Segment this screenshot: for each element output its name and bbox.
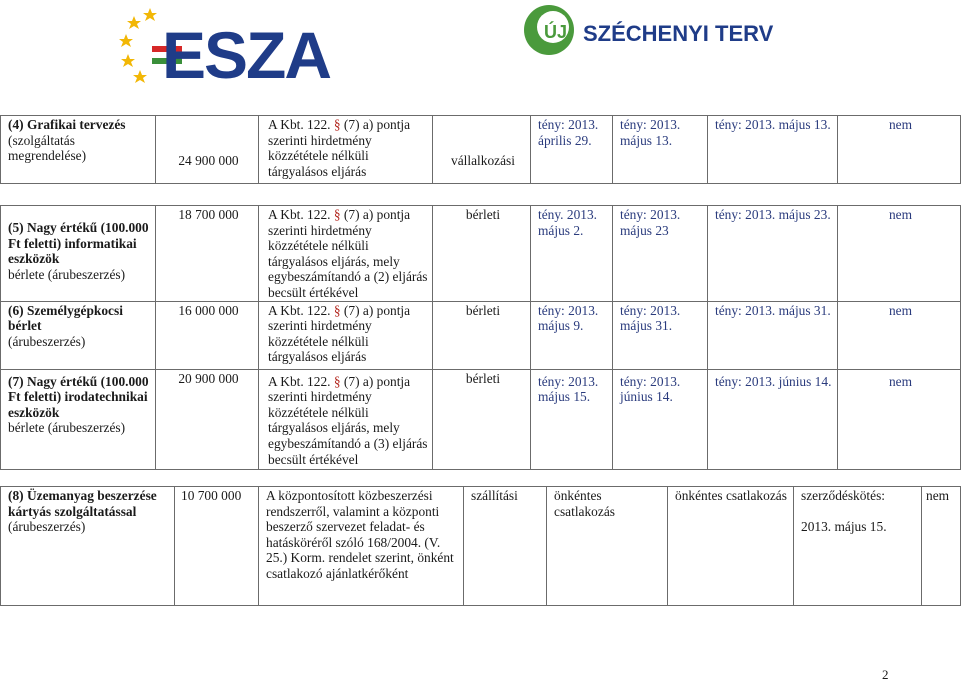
contract-type-cell: bérleti — [433, 369, 531, 469]
flag-cell: nem — [922, 487, 961, 606]
item-name-cell: (4) Grafikai tervezés (szolgáltatás megrendelése) — [1, 116, 156, 184]
table-row — [1, 369, 961, 469]
esza-logo — [118, 2, 331, 92]
procurement-table-block-1 — [0, 115, 961, 184]
szechenyi-terv-logo — [520, 0, 790, 60]
table-row — [1, 487, 961, 606]
date-cell-1: tény: 2013. május 15. — [531, 369, 613, 469]
contract-type-cell: bérleti — [433, 206, 531, 302]
participation-cell-1: önkéntes csatlakozás — [547, 487, 668, 606]
date-cell-1: tény. 2013. május 2. — [531, 206, 613, 302]
contract-type-cell: szállítási — [464, 487, 547, 606]
amount-cell: 20 900 000 — [156, 369, 259, 469]
participation-cell-2: önkéntes csatlakozás — [668, 487, 794, 606]
item-name-cell: (6) Személygépkocsi bérlet (árubeszerzés) — [1, 301, 156, 369]
uj-badge-text: ÚJ — [544, 22, 568, 42]
date-cell-1: tény: 2013. május 9. — [531, 301, 613, 369]
page-number: 2 — [882, 667, 889, 682]
amount-cell: 10 700 000 — [175, 487, 259, 606]
item-name-cell: (5) Nagy értékű (100.000 Ft feletti) informatikai eszközök bérlete (árubeszerzés) — [1, 206, 156, 302]
date-cell-3: tény: 2013. május 23. — [708, 206, 838, 302]
procedure-cell: A központosított közbeszerzési rendszerről, valamint a központi beszerző szervezet feladat- és hatásköréről szóló 168/2004. (V. 25.) Korm. rendelet szerint, önként csatlakozó ajánlatkérőként — [259, 487, 464, 606]
page-header — [0, 0, 960, 100]
procedure-cell: A Kbt. 122. § (7) a) pontja szerinti hirdetmény közzététele nélküli tárgyalásos eljárás — [259, 301, 433, 369]
procurement-table-block-3 — [0, 486, 961, 606]
contract-type-cell: vállalkozási — [433, 116, 531, 184]
date-cell-2: tény: 2013. május 31. — [613, 301, 708, 369]
esza-logo-text: ESZA — [162, 18, 331, 92]
flag-cell: nem — [838, 301, 961, 369]
table-row — [1, 116, 961, 184]
table-row — [1, 301, 961, 369]
amount-cell: 24 900 000 — [156, 116, 259, 184]
date-cell-2: tény: 2013. május 13. — [613, 116, 708, 184]
date-cell-3: tény: 2013. május 31. — [708, 301, 838, 369]
amount-cell: 18 700 000 — [156, 206, 259, 302]
date-cell-3: tény: 2013. június 14. — [708, 369, 838, 469]
procedure-cell: A Kbt. 122. § (7) a) pontja szerinti hirdetmény közzététele nélküli tárgyalásos eljárás, mely egybeszámítandó a (2) eljárás becsült értékével — [259, 206, 433, 302]
procedure-cell: A Kbt. 122. § (7) a) pontja szerinti hirdetmény közzététele nélküli tárgyalásos eljárás — [259, 116, 433, 184]
table-row — [1, 206, 961, 302]
item-name-cell: (8) Üzemanyag beszerzése kártyás szolgáltatással (árubeszerzés) — [1, 487, 175, 606]
date-cell-2: tény: 2013. június 14. — [613, 369, 708, 469]
contract-type-cell: bérleti — [433, 301, 531, 369]
date-cell-1: tény: 2013. április 29. — [531, 116, 613, 184]
flag-cell: nem — [838, 206, 961, 302]
procurement-table-block-2 — [0, 205, 961, 470]
date-cell-2: tény: 2013. május 23 — [613, 206, 708, 302]
date-cell-3: tény: 2013. május 13. — [708, 116, 838, 184]
item-name-cell: (7) Nagy értékű (100.000 Ft feletti) irodatechnikai eszközök bérlete (árubeszerzés) — [1, 369, 156, 469]
flag-cell: nem — [838, 116, 961, 184]
szechenyi-terv-text: SZÉCHENYI TERV — [583, 21, 774, 46]
amount-cell: 16 000 000 — [156, 301, 259, 369]
contract-date-cell: szerződéskötés: 2013. május 15. — [794, 487, 922, 606]
flag-cell: nem — [838, 369, 961, 469]
procedure-cell: A Kbt. 122. § (7) a) pontja szerinti hirdetmény közzététele nélküli tárgyalásos eljárás, mely egybeszámítandó a (3) eljárás becsült értékével — [259, 369, 433, 469]
